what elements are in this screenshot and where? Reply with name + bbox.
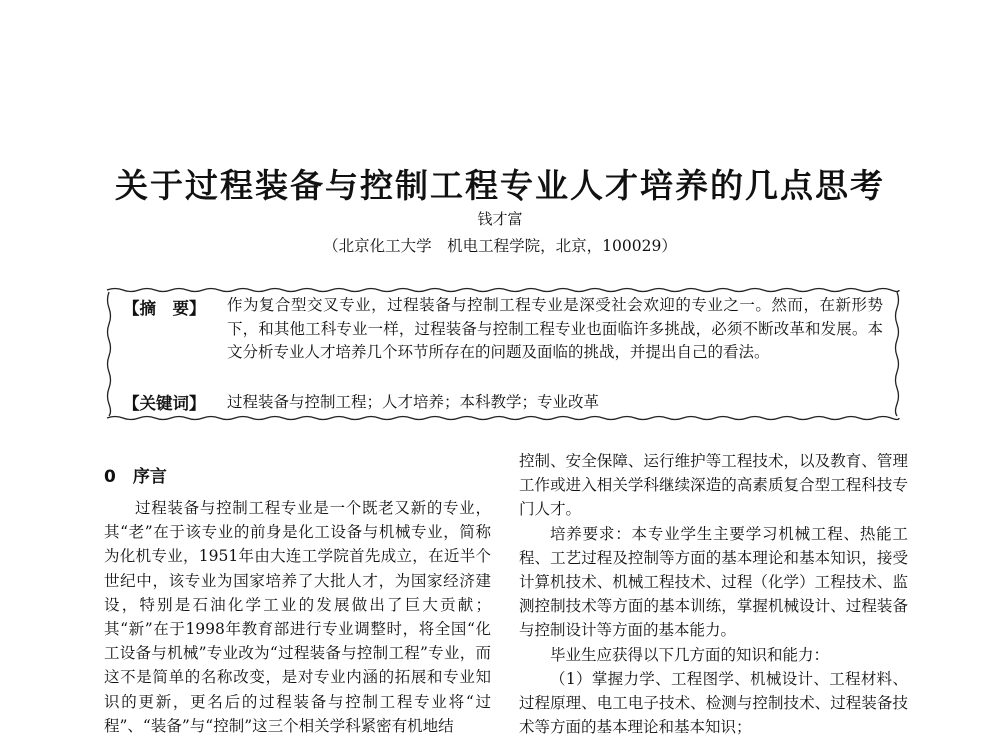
paper-title: 关于过程装备与控制工程专业人才培养的几点思考 <box>115 166 885 205</box>
keywords-label: 【关键词】 <box>123 394 206 413</box>
paragraph: （1）掌握力学、工程图学、机械设计、工程材料、过程原理、电工电子技术、检测与控制技术、过程装备技术等方面的基本理论和基本知识； <box>519 669 908 737</box>
author-name: 钱才富 <box>477 210 523 228</box>
right-column <box>519 449 908 739</box>
abstract-box <box>105 286 901 422</box>
paragraph: 培养要求：本专业学生主要学习机械工程、热能工程、工艺过程及控制等方面的基本理论和基本知识，接受计算机技术、机械工程技术、过程（化学）工程技术、监测控制技术等方面的基本训练，掌握机械设计、过程装备与控制设计等方面的基本能力。 <box>519 524 908 640</box>
keywords-text: 过程装备与控制工程；人才培养；本科教学；专业改革 <box>227 393 600 411</box>
abstract-label: 【摘 要】 <box>123 299 206 318</box>
paragraph: 毕业生应获得以下几方面的知识和能力： <box>550 645 830 664</box>
section-heading-preface: 0 序言 <box>104 467 167 487</box>
paragraph: 控制、安全保障、运行维护等工程技术，以及教育、管理工作或进入相关学科继续深造的高素质复合型工程科技专门人才。 <box>519 452 908 519</box>
author-affiliation: （北京化工大学 机电工程学院，北京，100029） <box>323 237 677 255</box>
abstract-text: 作为复合型交叉专业，过程装备与控制工程专业是深受社会欢迎的专业之一。然而，在新形势下，和其他工科专业一样，过程装备与控制工程专业也面临许多挑战，必须不断改革和发展。本文分析专业人才培养几个环节所存在的问题及面临的挑战，并提出自己的看法。 <box>227 296 883 361</box>
paragraph: 过程装备与控制工程专业是一个既老又新的专业，其“老”在于该专业的前身是化工设备与机械专业，简称为化机专业，1951年由大连工学院首先成立，在近半个世纪中，该专业为国家培养了大批人才，为国家经济建设，特别是石油化学工业的发展做出了巨大贡献；其“新”在于1998年教育部进行专业调整时，将全国“化工设备与机械”专业改为“过程装备与控制工程”专业，而这不是简单的名称改变，是对专业内涵的拓展和专业知识的更新，更名后的过程装备与控制工程专业将“过程”、“装备”与“控制”这三个相关学科紧密有机地结 <box>104 499 491 735</box>
